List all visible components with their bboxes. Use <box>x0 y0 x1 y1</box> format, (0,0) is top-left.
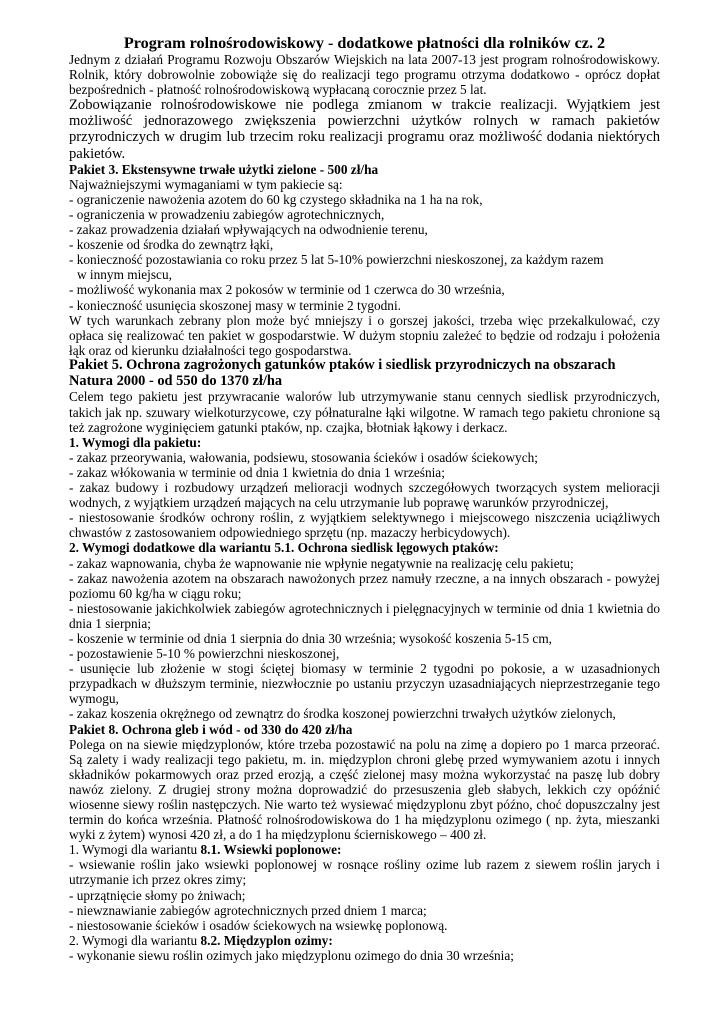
list-item: - niestosowanie środków ochrony roślin, z wyjątkiem selektywnego i miejscowego niszczenia uciążliwych chwastów z zastosowaniem odpowiedniego sprzętu (np. mazaczy herbicydowych). <box>69 510 660 541</box>
list-item: - zakaz włókowania w terminie od dnia 1 kwietnia do dnia 1 września; <box>69 464 445 480</box>
package-5-heading: Pakiet 5. Ochrona zagrożonych gatunków ptaków i siedlisk przyrodniczych na obszarach Natura 2000 - od 550 do 1370 zł/ha <box>69 356 616 389</box>
variant-8-1-heading <box>69 842 660 857</box>
list-item: - zakaz budowy i rozbudowy urządzeń melioracji wodnych szczegółowych tworzących system melioracji wodnych, z wyjątkiem urządzeń mających na celu utrzymanie lub poprawę warunków przyrodniczej, <box>69 480 660 511</box>
list-item: - ograniczenia w prowadzeniu zabiegów agrotechnicznych, <box>69 206 385 222</box>
variant-5-1-heading: 2. Wymogi dodatkowe dla wariantu 5.1. Ochrona siedlisk lęgowych ptaków: <box>69 540 499 556</box>
package-3-lead: Najważniejszymi wymaganiami w tym pakiecie są: <box>69 176 343 192</box>
list-item: - zakaz przeorywania, wałowania, podsiewu, stosowania ścieków i osadów ściekowych; <box>69 449 538 465</box>
variant-8-1-name: 8.1. Wsiewki poplonowe: <box>200 842 342 858</box>
package-5-description: Celem tego pakietu jest przywracanie walorów lub utrzymywanie stanu cennych siedlisk przyrodniczych, takich jak np. szuwary wielkoturzycowe, czy półnaturalne łąki wilgotne. W ramach tego pakietu chronione są też zagrożone wyginięciem gatunki ptaków, np. czajka, błotniak łąkowy i derkacz. <box>69 389 660 435</box>
commitment-paragraph: Zobowiązanie rolnośrodowiskowe nie podlega zmianom w trakcie realizacji. Wyjątkiem jest możliwość jednorazowego zwiększenia powierzchni użytków rolnych w ramach pakietów przyrodniczych w drugim lub trzecim roku realizacji programu oraz możliwość dodania niektórych pakietów. <box>69 97 660 162</box>
list-item: - usunięcie lub złożenie w stogi ściętej biomasy w terminie 2 tygodni po pokosie, a w uzasadnionych przypadkach w dłuższym terminie, niezwłocznie po ustaniu przyczyn uzasadniających nieprzestrzeganie tego wymogu, <box>69 661 660 707</box>
variant-8-1-lead: 1. Wymogi dla wariantu <box>69 842 201 858</box>
list-item: - niestosowanie jakichkolwiek zabiegów agrotechnicznych i pielęgnacyjnych w terminie od dnia 1 kwietnia do dnia 1 sierpnia; <box>69 600 660 631</box>
list-item: - koszenie w terminie od dnia 1 sierpnia do dnia 30 września; wysokość koszenia 5-15 cm, <box>69 630 552 646</box>
intro-paragraph: Jednym z działań Programu Rozwoju Obszarów Wiejskich na lata 2007-13 jest program rolnośrodowiskowy. Rolnik, który dobrowolnie zobowiąże się do realizacji tego programu otrzyma dodatkowo - oprócz dopłat bezpośrednich - płatność rolnośrodowiskową wypłacaną corocznie przez 5 lat. <box>69 52 660 98</box>
package-8-description: Polega on na siewie międzyplonów, które trzeba pozostawić na polu na zimę a dopiero po 1 marca przeorać. Są zalety i wady realizacji tego pakietu, m. in. międzyplon chroni glebę przed wymywaniem azotu i innych składników pokarmowych oraz przed erozją, a część zielonej masy można wykorzystać na paszę lub dobry nawóz zielony. Z drugiej strony można doprowadzić do przesuszenia gleb słabych, lekkich czy opóźnić wiosenne siewy roślin następczych. Nie warto też wysiewać międzyplonu zbyt późno, choć dopuszczalny jest termin do końca września. Płatność rolnośrodowiskowa do 1 ha międzyplonu ozimego ( np. żyta, mieszanki wyki z żytem) wynosi 420 zł, a do 1 ha międzyplonu ścierniskowego – 400 zł. <box>69 736 660 843</box>
list-item: - zakaz nawożenia azotem na obszarach nawożonych przez namuły rzeczne, a na innych obszarach - powyżej poziomu 60 kg/ha w ciągu roku; <box>69 570 660 601</box>
package-5-requirements-heading: 1. Wymogi dla pakietu: <box>69 434 202 450</box>
list-item: - wykonanie siewu roślin ozimych jako międzyplonu ozimego do dnia 30 września; <box>69 947 514 963</box>
variant-8-2-lead: 2. Wymogi dla wariantu <box>69 932 201 948</box>
variant-8-2-heading <box>69 933 660 948</box>
list-item: - wsiewanie roślin jako wsiewki poplonowej w rosnące rośliny ozime lub razem z siewem roślin jarych i utrzymanie ich przez okres zimy; <box>69 857 660 888</box>
list-item: - niestosowanie ścieków i osadów ściekowych na wsiewkę poplonową. <box>69 917 448 933</box>
list-item: - zakaz wapnowania, chyba że wapnowanie nie wpłynie negatywnie na realizację celu pakietu; <box>69 555 574 571</box>
list-item: - pozostawienie 5-10 % powierzchni nieskoszonej, <box>69 646 340 662</box>
list-item: - ograniczenie nawożenia azotem do 60 kg czystego składnika na 1 ha na rok, <box>69 191 483 207</box>
list-item: - niewznawianie zabiegów agrotechnicznych przed dniem 1 marca; <box>69 902 427 918</box>
list-item: - możliwość wykonania max 2 pokosów w terminie od 1 czerwca do 30 września, <box>69 282 505 298</box>
package-8-heading: Pakiet 8. Ochrona gleb i wód - od 330 do 420 zł/ha <box>69 721 353 737</box>
list-item: - konieczność usunięcia skoszonej masy w terminie 2 tygodni. <box>69 297 401 313</box>
list-item-continuation: w innym miejscu, <box>77 267 172 283</box>
variant-8-2-name: 8.2. Międzyplon ozimy: <box>200 932 333 948</box>
package-3-note: W tych warunkach zebrany plon może być mniejszy i o gorszej jakości, trzeba więc przekalkulować, czy opłaca się realizować ten pakiet w gospodarstwie. W dużym stopniu zależeć to będzie od rodzaju i położenia łąk oraz od kierunku działalności tego gospodarstwa. <box>69 312 660 358</box>
list-item: - zakaz prowadzenia działań wpływających na odwodnienie terenu, <box>69 222 428 238</box>
list-item: - zakaz koszenia okrężnego od zewnątrz do środka koszonej powierzchni trwałych użytków zielonych, <box>69 706 616 722</box>
list-item: - konieczność pozostawiania co roku przez 5 lat 5-10% powierzchni nieskoszonej, za każdym razem <box>69 252 604 268</box>
list-item: - koszenie od środka do zewnątrz łąki, <box>69 237 274 253</box>
package-3-heading: Pakiet 3. Ekstensywne trwałe użytki zielone - 500 zł/ha <box>69 161 379 177</box>
page-title: Program rolnośrodowiskowy - dodatkowe płatności dla rolników cz. 2 <box>123 34 606 52</box>
list-item: - uprzątnięcie słomy po żniwach; <box>69 887 246 903</box>
